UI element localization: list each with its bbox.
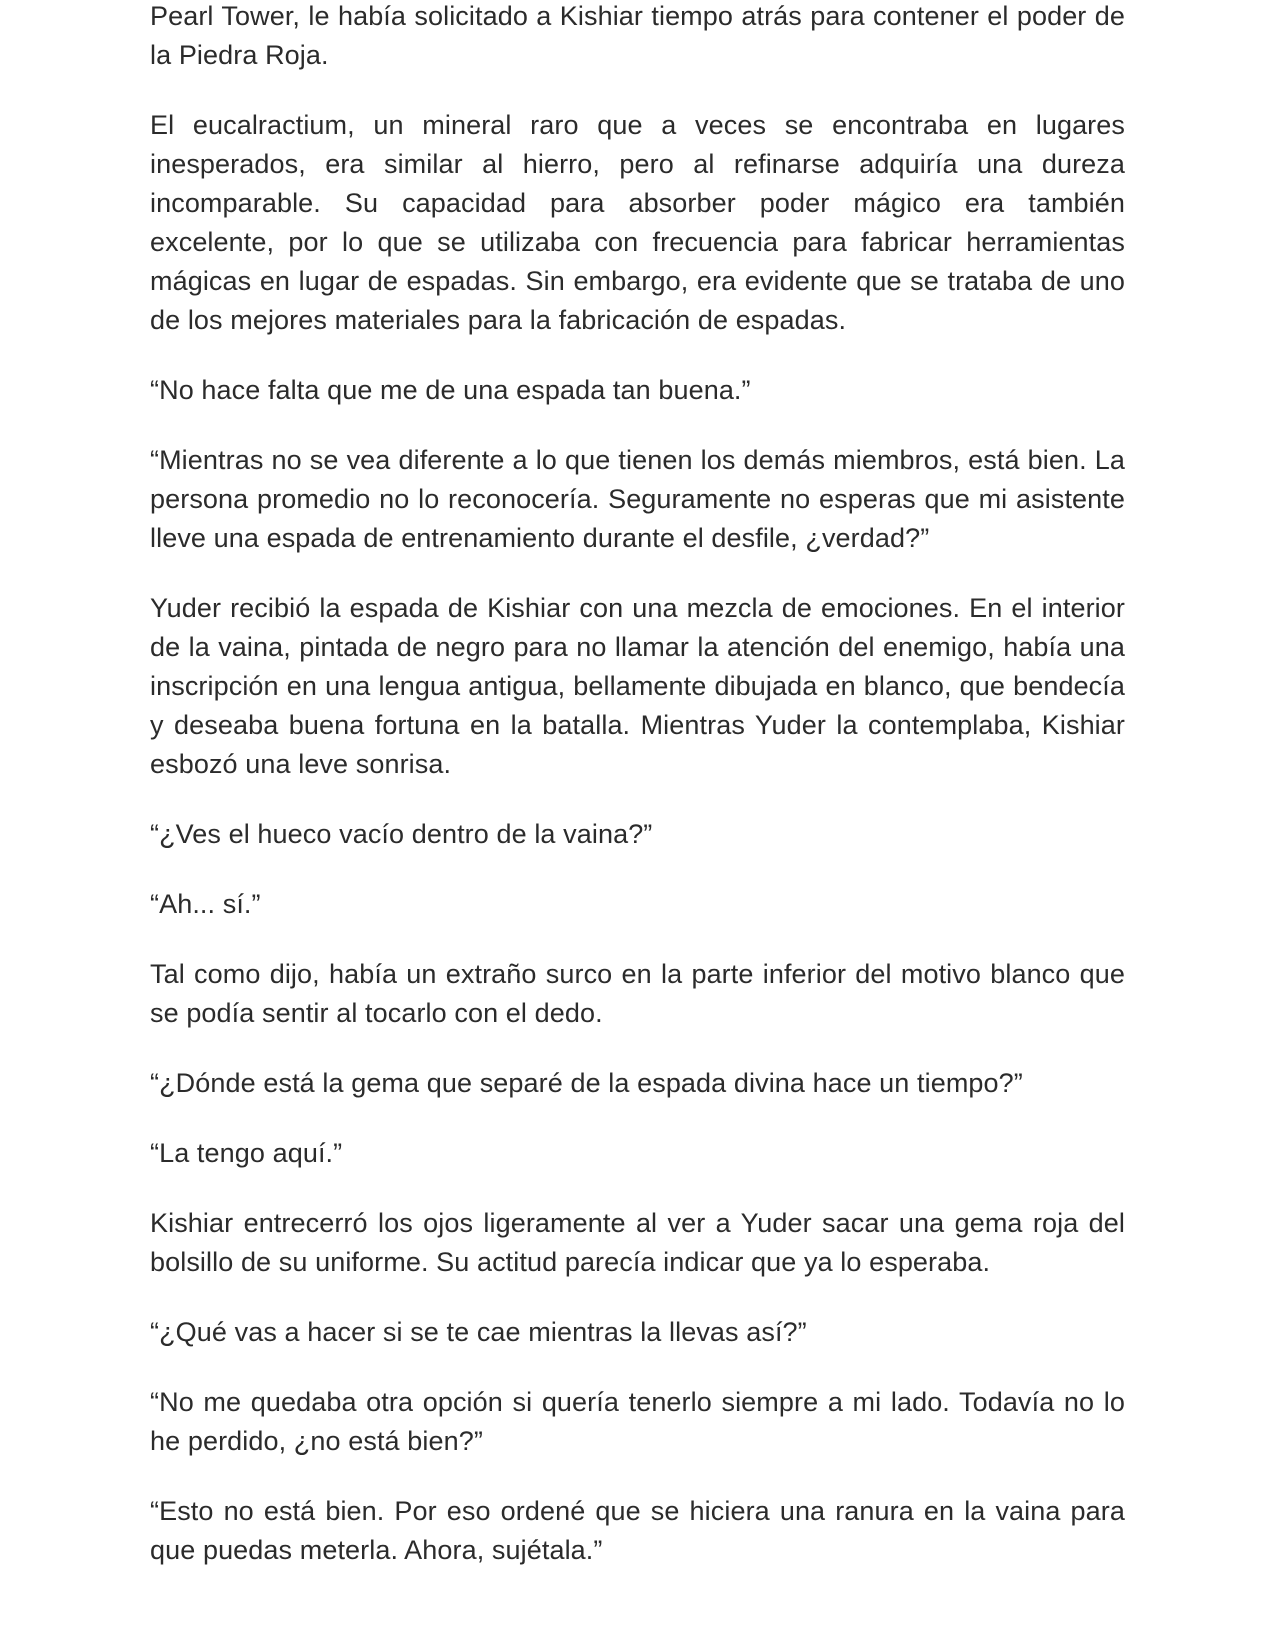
paragraph: Yuder recibió la espada de Kishiar con una mezcla de emociones. En el interior de la vaina, pintada de negro para no llamar la atención del enemigo, había una inscripción en una lengua antigua, bellamente dibujada en blanco, que bendecía y deseaba buena fortuna en la batalla. Mientras Yuder la contemplaba, Kishiar esbozó una leve sonrisa. [150,593,1125,779]
paragraph: “Ah... sí.” [150,889,261,919]
paragraph: “No hace falta que me de una espada tan buena.” [150,375,751,405]
paragraph: “¿Ves el hueco vacío dentro de la vaina?” [150,819,653,849]
paragraph: “¿Qué vas a hacer si se te cae mientras la llevas así?” [150,1317,807,1347]
paragraph: “La tengo aquí.” [150,1138,343,1168]
paragraph: “No me quedaba otra opción si quería tenerlo siempre a mi lado. Todavía no lo he perdido, ¿no está bien?” [150,1387,1125,1456]
paragraph: “Mientras no se vea diferente a lo que tienen los demás miembros, está bien. La persona promedio no lo reconocería. Seguramente no esperas que mi asistente lleve una espada de entrenamiento durante el desfile, ¿verdad?” [150,445,1125,553]
paragraph: Tal como dijo, había un extraño surco en la parte inferior del motivo blanco que se podía sentir al tocarlo con el dedo. [150,959,1125,1028]
paragraph: El eucalractium, un mineral raro que a veces se encontraba en lugares inesperados, era similar al hierro, pero al refinarse adquiría una dureza incomparable. Su capacidad para absorber poder mágico era también excelente, por lo que se utilizaba con frecuencia para fabricar herramientas mágicas en lugar de espadas. Sin embargo, era evidente que se trataba de uno de los mejores materiales para la fabricación de espadas. [150,110,1125,335]
paragraph: Kishiar entrecerró los ojos ligeramente al ver a Yuder sacar una gema roja del bolsillo de su uniforme. Su actitud parecía indicar que ya lo esperaba. [150,1208,1125,1277]
paragraph: “Esto no está bien. Por eso ordené que se hiciera una ranura en la vaina para que puedas meterla. Ahora, sujétala.” [150,1496,1125,1565]
paragraph: Pearl Tower, le había solicitado a Kishiar tiempo atrás para contener el poder de la Piedra Roja. [150,1,1125,70]
paragraph: “¿Dónde está la gema que separé de la espada divina hace un tiempo?” [150,1068,1023,1098]
document-page [150,0,1125,1601]
